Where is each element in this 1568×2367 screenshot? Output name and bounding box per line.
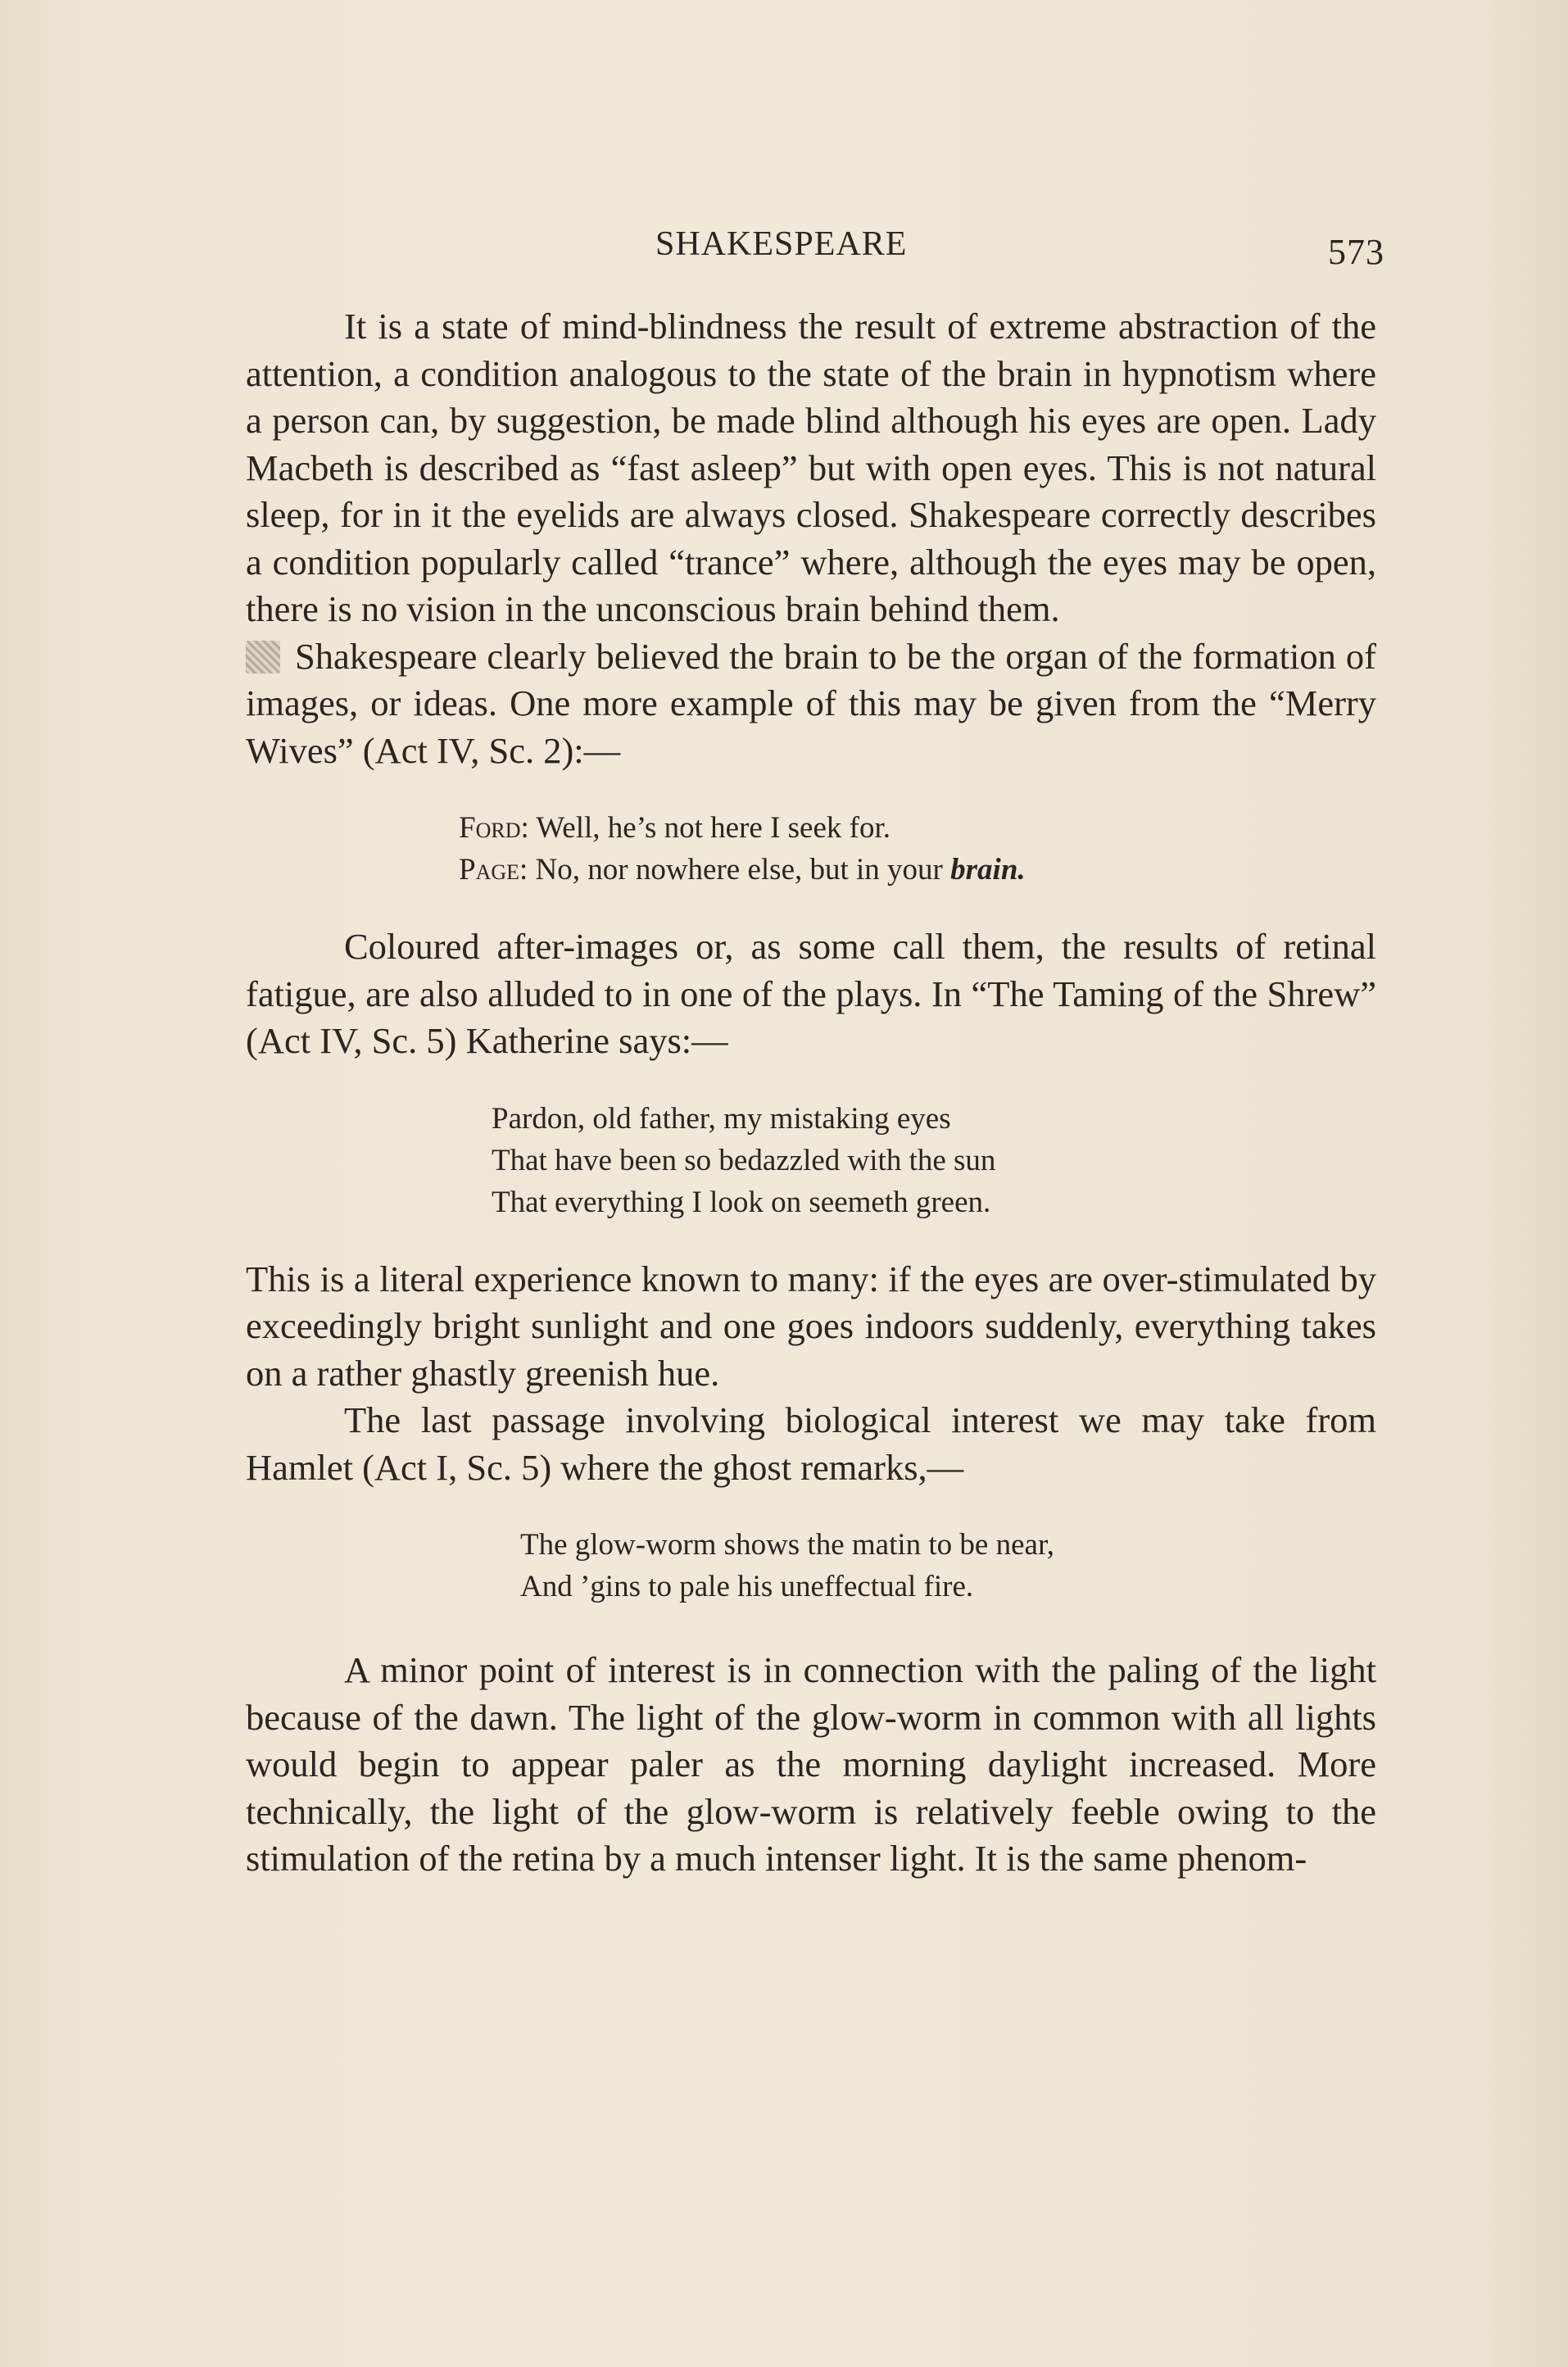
quote-hamlet [520, 1524, 1376, 1607]
quote-line: The glow-worm shows the matin to be near, [520, 1528, 1055, 1562]
running-head [246, 220, 1384, 277]
speaker-name: Page [459, 853, 520, 886]
paragraph-last-passage: The last passage involving biological interest we may take from Hamlet (Act I, Sc. 5) where the ghost remarks,— [246, 1399, 1376, 1488]
page-number: 573 [1328, 232, 1384, 272]
quote-line [459, 849, 1376, 891]
margin-mark-icon [246, 641, 280, 673]
paragraph-brain-images-text: Shakespeare clearly believed the brain to be the organ of the formation of images, or ideas. One more example of this may be given from the “Merry Wives” (Act IV, Sc. 2):— [246, 635, 1376, 771]
quote-text: : No, nor nowhere else, but in your [519, 853, 951, 886]
quote-line: Pardon, old father, my mistaking eyes [492, 1101, 951, 1136]
running-title: SHAKESPEARE [655, 225, 908, 263]
quote-emphasis: brain. [950, 853, 1026, 886]
quote-text: : Well, he’s not here I seek for. [520, 811, 890, 845]
paragraph-minor-point: A minor point of interest is in connection with the paling of the light because of the dawn. The light of the glow-worm in common with all lights would begin to appear paler as the morning daylight increased. More technically, the light of the glow-worm is relatively feeble owing to the stimulation of the retina by a much intenser light. It is the same phenom- [246, 1649, 1376, 1879]
quote-line [459, 807, 1376, 849]
paragraph-brain-images [246, 633, 1376, 775]
paragraph-after-images: Coloured after-images or, as some call them, the results of retinal fatigue, are also alluded to in one of the plays. In “The Taming of the Shrew” (Act IV, Sc. 5) Katherine says:— [246, 926, 1376, 1061]
quote-line: That everything I look on seemeth green. [492, 1185, 991, 1219]
paragraph-literal-experience: This is a literal experience known to many: if the eyes are over-stimulated by exceedingly bright sunlight and one goes indoors suddenly, everything takes on a rather ghastly greenish hue. [246, 1258, 1376, 1394]
speaker-name: Ford [459, 811, 521, 845]
body-text [246, 303, 1376, 1883]
quote-line: And ’gins to pale his uneffectual fire. [520, 1570, 974, 1603]
quote-merry-wives [459, 807, 1376, 891]
quote-line: That have been so bedazzled with the sun [492, 1143, 996, 1177]
paragraph-mind-blindness: It is a state of mind-blindness the result of extreme abstraction of the attention, a condition analogous to the state of the brain in hypnotism where a person can, by suggestion, be made blind although his eyes are open. Lady Macbeth is described as “fast asleep” but with open eyes. This is not natural sleep, for in it the eyelids are always closed. Shakespeare correctly describes a condition popularly called “trance” where, although the eyes may be open, there is no vision in the unconscious brain behind them. [246, 306, 1376, 629]
quote-taming-of-the-shrew [492, 1098, 1376, 1223]
